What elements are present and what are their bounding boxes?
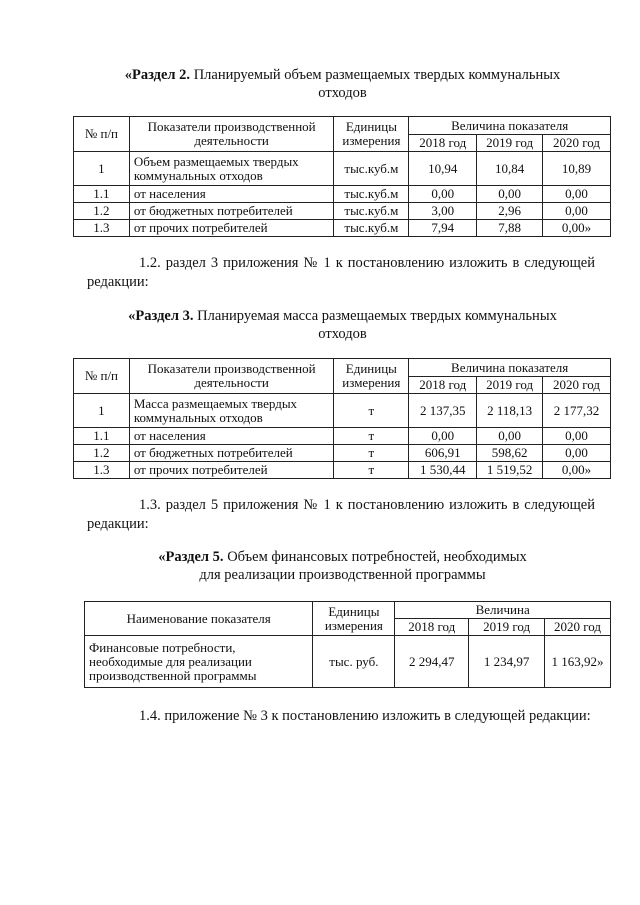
row-value: 0,00»: [543, 462, 611, 479]
row-value: 0,00: [543, 203, 611, 220]
row-value: 0,00: [409, 186, 477, 203]
row-unit: тыс.куб.м: [334, 152, 409, 186]
header-year: 2018 год: [409, 377, 477, 394]
section-3-heading: Планируемая масса размещаемых твердых коммунальных: [197, 308, 557, 324]
row-num: 1: [74, 152, 130, 186]
table-row: [74, 220, 611, 237]
row-num: 1.1: [74, 186, 130, 203]
row-unit: тыс. руб.: [313, 636, 395, 688]
row-unit: тыс.куб.м: [334, 220, 409, 237]
row-unit: т: [334, 428, 409, 445]
section-2-title: [80, 66, 605, 102]
header-value: Величина показателя: [409, 359, 611, 377]
row-value: 3,00: [409, 203, 477, 220]
section-5-heading-line2: для реализации производственной программы: [199, 567, 486, 583]
table-row: [74, 428, 611, 445]
paragraph-1-3: 1.3. раздел 5 приложения № 1 к постановлению изложить в следующей редакции:: [87, 497, 595, 532]
section-2-label: «Раздел 2.: [124, 67, 191, 83]
row-value: 1 163,92»: [545, 636, 611, 688]
row-value: 10,94: [409, 152, 477, 186]
header-name: Наименование показателя: [85, 602, 313, 636]
header-unit: Единицы измерения: [313, 602, 395, 636]
row-value: 0,00: [543, 428, 611, 445]
row-num: 1.2: [74, 445, 130, 462]
row-num: 1.1: [74, 428, 130, 445]
row-value: 0,00»: [543, 220, 611, 237]
row-num: 1.3: [74, 462, 130, 479]
row-value: 606,91: [409, 445, 477, 462]
row-value: 0,00: [543, 186, 611, 203]
paragraph-1-2: 1.2. раздел 3 приложения № 1 к постановлению изложить в следующей редакции:: [87, 255, 595, 290]
header-year: 2019 год: [477, 377, 543, 394]
row-value: 10,84: [477, 152, 543, 186]
section-3-heading-line2: отходов: [318, 326, 367, 342]
row-value: 2 294,47: [395, 636, 469, 688]
header-year: 2019 год: [477, 135, 543, 152]
section-5-table: [84, 601, 611, 688]
header-value: Величина: [395, 602, 611, 619]
row-value: 7,94: [409, 220, 477, 237]
row-unit: т: [334, 445, 409, 462]
row-unit: т: [334, 462, 409, 479]
header-year: 2020 год: [545, 619, 611, 636]
row-value: 0,00: [409, 428, 477, 445]
row-name: Масса размещаемых твердых коммунальных отходов: [129, 394, 334, 428]
header-year: 2019 год: [469, 619, 545, 636]
section-5-heading: Объем финансовых потребностей, необходимых: [227, 549, 527, 565]
row-value: 2,96: [477, 203, 543, 220]
row-unit: тыс.куб.м: [334, 203, 409, 220]
row-unit: т: [334, 394, 409, 428]
row-name: Финансовые потребности, необходимые для реализации производственной программы: [85, 636, 313, 688]
row-value: 0,00: [477, 186, 543, 203]
row-value: 2 137,35: [409, 394, 477, 428]
table-row: [74, 462, 611, 479]
row-value: 598,62: [477, 445, 543, 462]
row-value: 0,00: [477, 428, 543, 445]
header-year: 2020 год: [543, 135, 611, 152]
header-year: 2020 год: [543, 377, 611, 394]
table-row: [74, 152, 611, 186]
row-num: 1.2: [74, 203, 130, 220]
row-value: 2 118,13: [477, 394, 543, 428]
section-3-title: [80, 307, 605, 343]
section-5-title: [80, 548, 605, 584]
section-3-table: [73, 358, 611, 479]
table-row: [74, 445, 611, 462]
header-num: № п/п: [74, 117, 130, 152]
row-name: от бюджетных потребителей: [129, 203, 334, 220]
row-value: 1 234,97: [469, 636, 545, 688]
section-3-label: «Раздел 3.: [128, 308, 194, 324]
header-indicator: Показатели производственной деятельности: [129, 359, 334, 394]
section-2-heading: Планируемый объем размещаемых твердых коммунальных: [193, 67, 561, 83]
row-value: 0,00: [543, 445, 611, 462]
header-unit: Единицы измерения: [334, 117, 409, 152]
table-row: [74, 186, 611, 203]
section-5-label: «Раздел 5.: [158, 549, 224, 565]
row-name: от прочих потребителей: [129, 220, 334, 237]
table-row: [85, 636, 611, 688]
row-name: от бюджетных потребителей: [129, 445, 334, 462]
row-value: 1 519,52: [477, 462, 543, 479]
row-num: 1: [74, 394, 130, 428]
header-year: 2018 год: [409, 135, 477, 152]
header-year: 2018 год: [395, 619, 469, 636]
header-value: Величина показателя: [409, 117, 611, 135]
header-unit: Единицы измерения: [334, 359, 409, 394]
row-num: 1.3: [74, 220, 130, 237]
row-name: от населения: [129, 428, 334, 445]
section-2-table: [73, 116, 611, 237]
row-value: 10,89: [543, 152, 611, 186]
row-value: 7,88: [477, 220, 543, 237]
row-name: от прочих потребителей: [129, 462, 334, 479]
paragraph-1-4: 1.4. приложение № 3 к постановлению изложить в следующей редакции:: [139, 708, 591, 724]
row-name: от населения: [129, 186, 334, 203]
table-row: [74, 394, 611, 428]
row-value: 1 530,44: [409, 462, 477, 479]
section-2-heading-line2: отходов: [318, 85, 367, 101]
row-name: Объем размещаемых твердых коммунальных отходов: [129, 152, 334, 186]
header-indicator: Показатели производственной деятельности: [129, 117, 334, 152]
row-value: 2 177,32: [543, 394, 611, 428]
row-unit: тыс.куб.м: [334, 186, 409, 203]
table-row: [74, 203, 611, 220]
header-num: № п/п: [74, 359, 130, 394]
